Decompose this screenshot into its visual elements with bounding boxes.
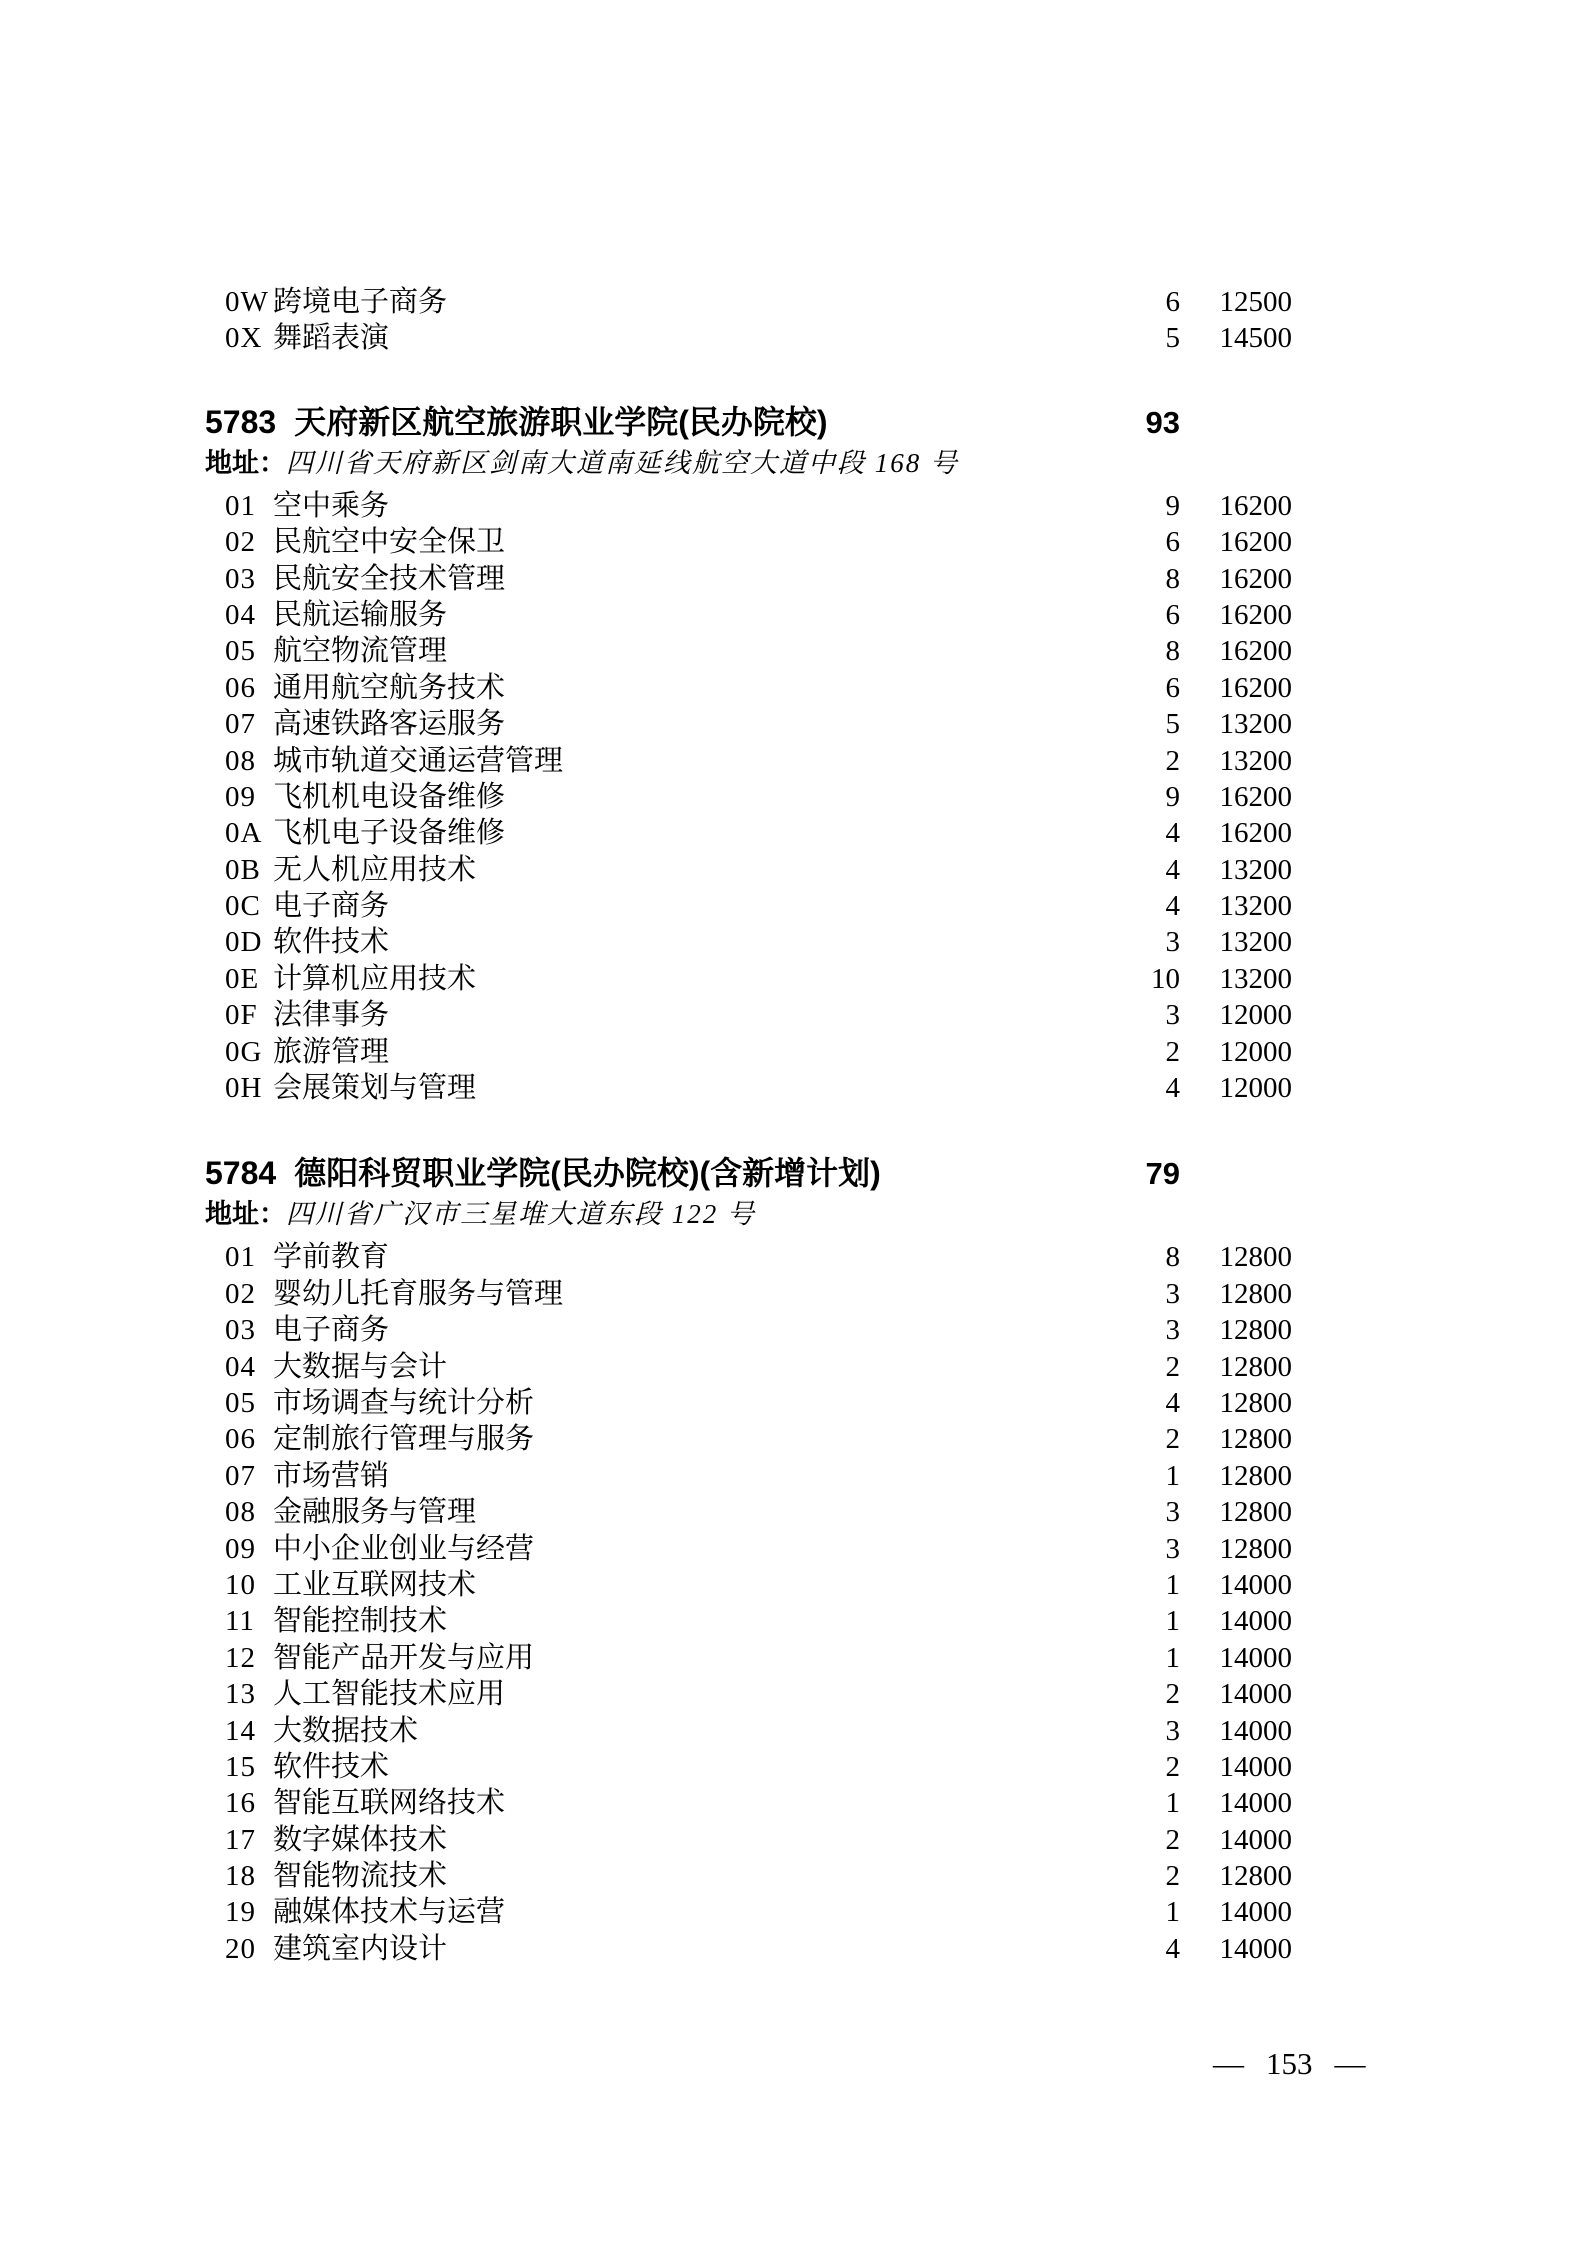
major-row (225, 1713, 1292, 1749)
tuition-fee: 16200 (1219, 817, 1292, 850)
tuition-fee: 13200 (1219, 744, 1292, 777)
major-code: 05 (225, 1386, 256, 1419)
page-number-value: 153 (1266, 2046, 1313, 2081)
major-row (225, 1385, 1292, 1421)
major-code: 18 (225, 1860, 256, 1893)
plan-count: 1 (1165, 1568, 1180, 1601)
tuition-fee: 12800 (1219, 1314, 1292, 1347)
plan-count: 2 (1165, 1350, 1180, 1383)
major-name: 民航运输服务 (273, 598, 448, 631)
major-code: 0A (225, 817, 263, 850)
plan-count: 4 (1165, 890, 1180, 923)
major-code: 17 (225, 1823, 256, 1856)
plan-count: 2 (1165, 1823, 1180, 1856)
tuition-fee: 14000 (1219, 1823, 1292, 1856)
tuition-fee: 14000 (1219, 1678, 1292, 1711)
major-name: 建筑室内设计 (273, 1932, 448, 1965)
plan-count: 2 (1165, 1678, 1180, 1711)
tuition-fee: 12800 (1219, 1350, 1292, 1383)
major-row (225, 1458, 1292, 1494)
major-row (225, 743, 1292, 779)
plan-count: 6 (1165, 598, 1180, 631)
tuition-fee: 13200 (1219, 890, 1292, 923)
major-name: 融媒体技术与运营 (273, 1896, 506, 1929)
major-list (225, 488, 1292, 1107)
major-row (225, 1349, 1292, 1385)
plan-count: 2 (1165, 1860, 1180, 1893)
major-row (225, 961, 1292, 997)
tuition-fee: 13200 (1219, 853, 1292, 886)
plan-count: 2 (1165, 744, 1180, 777)
major-code: 10 (225, 1568, 256, 1601)
major-code: 06 (225, 1423, 256, 1456)
address-text: 四川省天府新区剑南大道南延线航空大道中段 168 号 (286, 447, 959, 478)
major-row (225, 633, 1292, 669)
college-name: 天府新区航空旅游职业学院(民办院校) (294, 403, 828, 440)
major-code: 03 (225, 562, 256, 595)
major-code: 01 (225, 489, 256, 522)
tuition-fee: 12500 (1219, 286, 1292, 318)
tuition-fee: 13200 (1219, 708, 1292, 741)
major-code: 20 (225, 1932, 256, 1965)
major-code: 0B (225, 853, 261, 886)
major-row (225, 597, 1292, 633)
major-name: 民航空中安全保卫 (273, 526, 506, 559)
tuition-fee: 16200 (1219, 671, 1292, 704)
plan-count: 10 (1151, 962, 1180, 995)
plan-count: 6 (1165, 286, 1180, 318)
major-code: 0W (225, 286, 269, 318)
major-name: 大数据技术 (273, 1714, 419, 1747)
major-name: 法律事务 (273, 999, 390, 1032)
college-code: 5783 (205, 403, 277, 440)
major-row (225, 1931, 1292, 1967)
plan-count: 3 (1165, 1314, 1180, 1347)
tuition-fee: 14000 (1219, 1605, 1292, 1638)
plan-count: 3 (1165, 1277, 1180, 1310)
major-code: 08 (225, 744, 256, 777)
college-total-plan: 79 (1145, 1156, 1180, 1192)
plan-count: 6 (1165, 671, 1180, 704)
plan-count: 8 (1165, 635, 1180, 668)
major-name: 工业互联网技术 (273, 1568, 477, 1601)
major-name: 航空物流管理 (273, 635, 448, 668)
major-list (225, 1239, 1292, 1967)
plan-count: 3 (1165, 999, 1180, 1032)
major-name: 民航安全技术管理 (273, 562, 506, 595)
major-code: 19 (225, 1896, 256, 1929)
college-section-5783 (0, 401, 1587, 1107)
major-row (225, 1858, 1292, 1894)
major-row (225, 284, 1292, 320)
major-code: 0F (225, 999, 258, 1032)
major-row (225, 852, 1292, 888)
major-name: 旅游管理 (273, 1035, 390, 1068)
tuition-fee: 16200 (1219, 526, 1292, 559)
college-total-plan: 93 (1145, 404, 1180, 440)
plan-count: 3 (1165, 1532, 1180, 1565)
major-code: 07 (225, 708, 256, 741)
major-name: 会展策划与管理 (273, 1072, 477, 1105)
college-code: 5784 (205, 1155, 277, 1192)
major-name: 电子商务 (273, 1314, 390, 1347)
address-text: 四川省广汉市三星堆大道东段 122 号 (286, 1199, 756, 1230)
tuition-fee: 14000 (1219, 1787, 1292, 1820)
major-code: 13 (225, 1678, 256, 1711)
major-code: 14 (225, 1714, 256, 1747)
major-row (225, 561, 1292, 597)
major-name: 城市轨道交通运营管理 (273, 744, 564, 777)
major-code: 01 (225, 1241, 256, 1274)
tuition-fee: 14000 (1219, 1568, 1292, 1601)
plan-count: 8 (1165, 562, 1180, 595)
major-name: 大数据与会计 (273, 1350, 448, 1383)
major-row (225, 1822, 1292, 1858)
tuition-fee: 14500 (1219, 322, 1292, 355)
tuition-fee: 12000 (1219, 1072, 1292, 1105)
continuation-major-list (225, 284, 1292, 357)
major-name: 人工智能技术应用 (273, 1678, 506, 1711)
tuition-fee: 13200 (1219, 962, 1292, 995)
major-code: 08 (225, 1496, 256, 1529)
tuition-fee: 12800 (1219, 1386, 1292, 1419)
major-row (225, 524, 1292, 560)
major-row (225, 1034, 1292, 1070)
tuition-fee: 14000 (1219, 1932, 1292, 1965)
major-code: 0H (225, 1072, 263, 1105)
tuition-fee: 14000 (1219, 1641, 1292, 1674)
plan-count: 3 (1165, 1496, 1180, 1529)
plan-count: 4 (1165, 1386, 1180, 1419)
major-name: 婴幼儿托育服务与管理 (273, 1277, 564, 1310)
major-name: 软件技术 (273, 926, 390, 959)
major-row (225, 1421, 1292, 1457)
page-number-dash-left: — (1213, 2046, 1244, 2081)
major-name: 舞蹈表演 (273, 322, 390, 355)
plan-count: 3 (1165, 1714, 1180, 1747)
tuition-fee: 16200 (1219, 562, 1292, 595)
major-code: 02 (225, 526, 256, 559)
major-name: 高速铁路客运服务 (273, 708, 506, 741)
major-code: 06 (225, 671, 256, 704)
major-name: 定制旅行管理与服务 (273, 1423, 535, 1456)
major-code: 04 (225, 1350, 256, 1383)
major-code: 05 (225, 635, 256, 668)
major-name: 金融服务与管理 (273, 1496, 477, 1529)
major-row (225, 1239, 1292, 1275)
major-row (225, 706, 1292, 742)
major-row (225, 670, 1292, 706)
plan-count: 1 (1165, 1787, 1180, 1820)
college-header (205, 401, 1180, 444)
major-row (225, 320, 1292, 356)
major-code: 04 (225, 598, 256, 631)
tuition-fee: 12000 (1219, 1035, 1292, 1068)
plan-count: 4 (1165, 1072, 1180, 1105)
major-row (225, 1785, 1292, 1821)
tuition-fee: 13200 (1219, 926, 1292, 959)
major-code: 0E (225, 962, 260, 995)
major-code: 15 (225, 1750, 256, 1783)
address-label: 地址： (205, 447, 286, 478)
major-name: 数字媒体技术 (273, 1823, 448, 1856)
major-code: 0D (225, 926, 263, 959)
major-row (225, 1070, 1292, 1106)
major-row (225, 1531, 1292, 1567)
major-row (225, 888, 1292, 924)
major-row (225, 1676, 1292, 1712)
college-address-line (205, 444, 1587, 484)
major-name: 市场营销 (273, 1459, 390, 1492)
plan-count: 5 (1165, 322, 1180, 355)
plan-count: 8 (1165, 1241, 1180, 1274)
tuition-fee: 12800 (1219, 1459, 1292, 1492)
major-name: 学前教育 (273, 1241, 390, 1274)
major-row (225, 1749, 1292, 1785)
page-number (1213, 2046, 1366, 2082)
tuition-fee: 12800 (1219, 1860, 1292, 1893)
major-code: 03 (225, 1314, 256, 1347)
college-name: 德阳科贸职业学院(民办院校)(含新增计划) (294, 1155, 881, 1192)
major-name: 跨境电子商务 (273, 286, 448, 318)
major-code: 07 (225, 1459, 256, 1492)
major-name: 飞机电子设备维修 (273, 817, 506, 850)
major-name: 智能物流技术 (273, 1860, 448, 1893)
major-name: 电子商务 (273, 890, 390, 923)
major-code: 0X (225, 322, 263, 355)
college-section-5784 (0, 1152, 1587, 1967)
plan-count: 2 (1165, 1035, 1180, 1068)
plan-count: 1 (1165, 1641, 1180, 1674)
plan-count: 5 (1165, 708, 1180, 741)
tuition-fee: 12800 (1219, 1532, 1292, 1565)
college-header (205, 1152, 1180, 1195)
major-code: 02 (225, 1277, 256, 1310)
major-name: 智能产品开发与应用 (273, 1641, 535, 1674)
plan-count: 9 (1165, 489, 1180, 522)
major-row (225, 779, 1292, 815)
tuition-fee: 12800 (1219, 1423, 1292, 1456)
tuition-fee: 12000 (1219, 999, 1292, 1032)
plan-count: 4 (1165, 853, 1180, 886)
major-row (225, 1276, 1292, 1312)
plan-count: 6 (1165, 526, 1180, 559)
tuition-fee: 16200 (1219, 489, 1292, 522)
tuition-fee: 16200 (1219, 598, 1292, 631)
major-row (225, 1312, 1292, 1348)
major-row (225, 1894, 1292, 1930)
tuition-fee: 16200 (1219, 635, 1292, 668)
major-name: 智能互联网络技术 (273, 1787, 506, 1820)
plan-count: 9 (1165, 780, 1180, 813)
major-code: 0G (225, 1035, 263, 1068)
major-code: 09 (225, 1532, 256, 1565)
plan-count: 1 (1165, 1896, 1180, 1929)
plan-count: 4 (1165, 1932, 1180, 1965)
address-label: 地址： (205, 1199, 286, 1230)
plan-count: 2 (1165, 1750, 1180, 1783)
major-row (225, 1640, 1292, 1676)
major-row (225, 1603, 1292, 1639)
major-code: 09 (225, 780, 256, 813)
major-code: 12 (225, 1641, 256, 1674)
major-row (225, 815, 1292, 851)
major-row (225, 924, 1292, 960)
page-number-dash-right: — (1334, 2046, 1366, 2081)
major-row (225, 1567, 1292, 1603)
major-name: 飞机机电设备维修 (273, 780, 506, 813)
tuition-fee: 16200 (1219, 780, 1292, 813)
tuition-fee: 14000 (1219, 1896, 1292, 1929)
major-code: 16 (225, 1787, 256, 1820)
major-code: 0C (225, 890, 261, 923)
major-code: 11 (225, 1605, 255, 1638)
tuition-fee: 14000 (1219, 1714, 1292, 1747)
plan-count: 4 (1165, 817, 1180, 850)
plan-count: 3 (1165, 926, 1180, 959)
major-name: 软件技术 (273, 1750, 390, 1783)
plan-count: 2 (1165, 1423, 1180, 1456)
major-name: 智能控制技术 (273, 1605, 448, 1638)
major-name: 无人机应用技术 (273, 853, 477, 886)
major-name: 通用航空航务技术 (273, 671, 506, 704)
plan-count: 1 (1165, 1605, 1180, 1638)
major-row (225, 997, 1292, 1033)
tuition-fee: 12800 (1219, 1496, 1292, 1529)
plan-count: 1 (1165, 1459, 1180, 1492)
major-name: 空中乘务 (273, 489, 390, 522)
tuition-fee: 12800 (1219, 1241, 1292, 1274)
major-row (225, 488, 1292, 524)
tuition-fee: 12800 (1219, 1277, 1292, 1310)
tuition-fee: 14000 (1219, 1750, 1292, 1783)
major-name: 计算机应用技术 (273, 962, 477, 995)
major-row (225, 1494, 1292, 1530)
college-address-line (205, 1195, 1587, 1235)
major-name: 市场调查与统计分析 (273, 1386, 535, 1419)
major-name: 中小企业创业与经营 (273, 1532, 535, 1565)
